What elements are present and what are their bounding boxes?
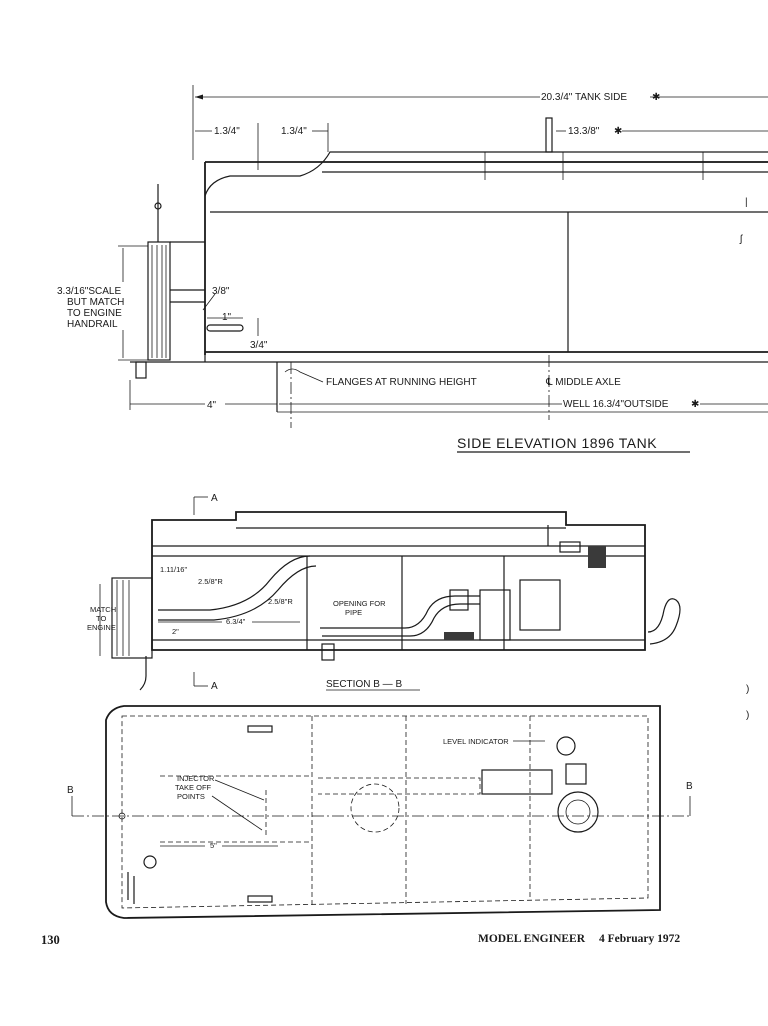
dim-2: 2" [172,627,179,636]
edge-mark: ) [746,684,750,695]
front-step [112,578,152,658]
edge-mark: | [745,197,748,208]
label-flanges: FLANGES AT RUNNING HEIGHT [326,377,477,388]
step-foot [140,656,146,690]
handrail-pillar [148,242,170,360]
hatched-block [588,546,606,568]
dim-3-4: 3/4" [250,340,268,351]
filler-post [546,118,552,152]
plan-lug [248,896,272,902]
dim-left-a: 1.3/4" [214,126,240,137]
star-marker: ✱ [691,399,700,410]
label-level-indicator: LEVEL INDICATOR [443,737,509,746]
side-elevation-title: SIDE ELEVATION 1896 TANK [457,435,658,451]
section-bb [87,493,680,692]
dim-3-8: 3/8" [212,286,230,297]
dim-handrail-line1: 3.3/16"SCALE [57,286,122,297]
dim-handrail-line3: TO ENGINE [67,308,122,319]
star-marker: ✱ [652,92,661,103]
fitting-dark [444,632,474,640]
label-injector3: POINTS [177,792,205,801]
plan-fitting [566,764,586,784]
section-mark-a-top: A [211,493,218,504]
leader [215,780,264,800]
dim-2-5-8-r2: 2.5/8"R [268,597,293,606]
section-mark-b-left: B [67,785,74,796]
floor-slope-2 [158,566,316,620]
dim-handrail-line2: BUT MATCH [67,297,125,308]
handrail-slot [207,325,243,331]
indicator-circle [557,737,575,755]
section-mark-b-right: B [686,781,693,792]
edge-mark: ʃ [740,234,743,245]
label-opening1: OPENING FOR [333,599,386,608]
label-match2: TO [96,614,107,623]
label-opening2: PIPE [345,608,363,617]
label-match1: MATCH [90,605,117,614]
filler-inner [566,800,590,824]
arrowhead [195,95,203,100]
plan-cock [144,856,156,868]
section-bb-title: SECTION B — B [326,679,403,690]
rear-handle [648,599,680,644]
page-number: 130 [41,933,60,947]
label-match3: ENGINE [87,623,116,632]
publication-date: 4 February 1972 [599,933,681,945]
drain-cock [322,644,334,660]
dim-2-5-8-r1: 2.5/8"R [198,577,223,586]
section-body [152,512,645,650]
dim-left-b: 1.3/4" [281,126,307,137]
dim-5: 5" [210,841,217,850]
step [136,362,146,378]
filler-circle [558,792,598,832]
label-middle-axle: ℄ MIDDLE AXLE [546,377,621,388]
label-injector1: INJECTOR [177,774,215,783]
plan-valve [482,770,552,794]
pipe-run [318,778,480,794]
label-well: WELL 16.3/4"OUTSIDE [563,399,669,410]
fitting [450,590,468,610]
internal-box [520,580,560,630]
side-elevation [57,85,768,452]
dim-1: 1" [222,312,232,323]
dome-circle [351,784,399,832]
edge-mark: ) [746,710,750,721]
plan-outline [106,706,660,918]
dim-1-11-16: 1.11/16" [160,565,188,574]
plan-inner-dashed [122,716,648,908]
flange-arc [285,369,300,372]
dim-4: 4" [207,400,217,411]
valve-body [480,590,510,640]
dim-13-3-8: 13.3/8" [568,126,600,137]
star-marker: ✱ [614,126,623,137]
section-mark-a-bottom: A [211,681,218,692]
tank-top-curve [205,152,768,196]
label-injector2: TAKE OFF [175,783,212,792]
plan-step [128,872,134,904]
dim-6-3-4: 6.3/4" [226,617,246,626]
publication-name: MODEL ENGINEER [478,933,586,945]
dim-handrail-line4: HANDRAIL [67,319,118,330]
leader [212,796,262,830]
plan-view [67,684,749,918]
plan-lug [248,726,272,732]
filler-cap [560,542,580,552]
dim-tank-side: 20.3/4" TANK SIDE [541,92,627,103]
leader [300,372,323,382]
